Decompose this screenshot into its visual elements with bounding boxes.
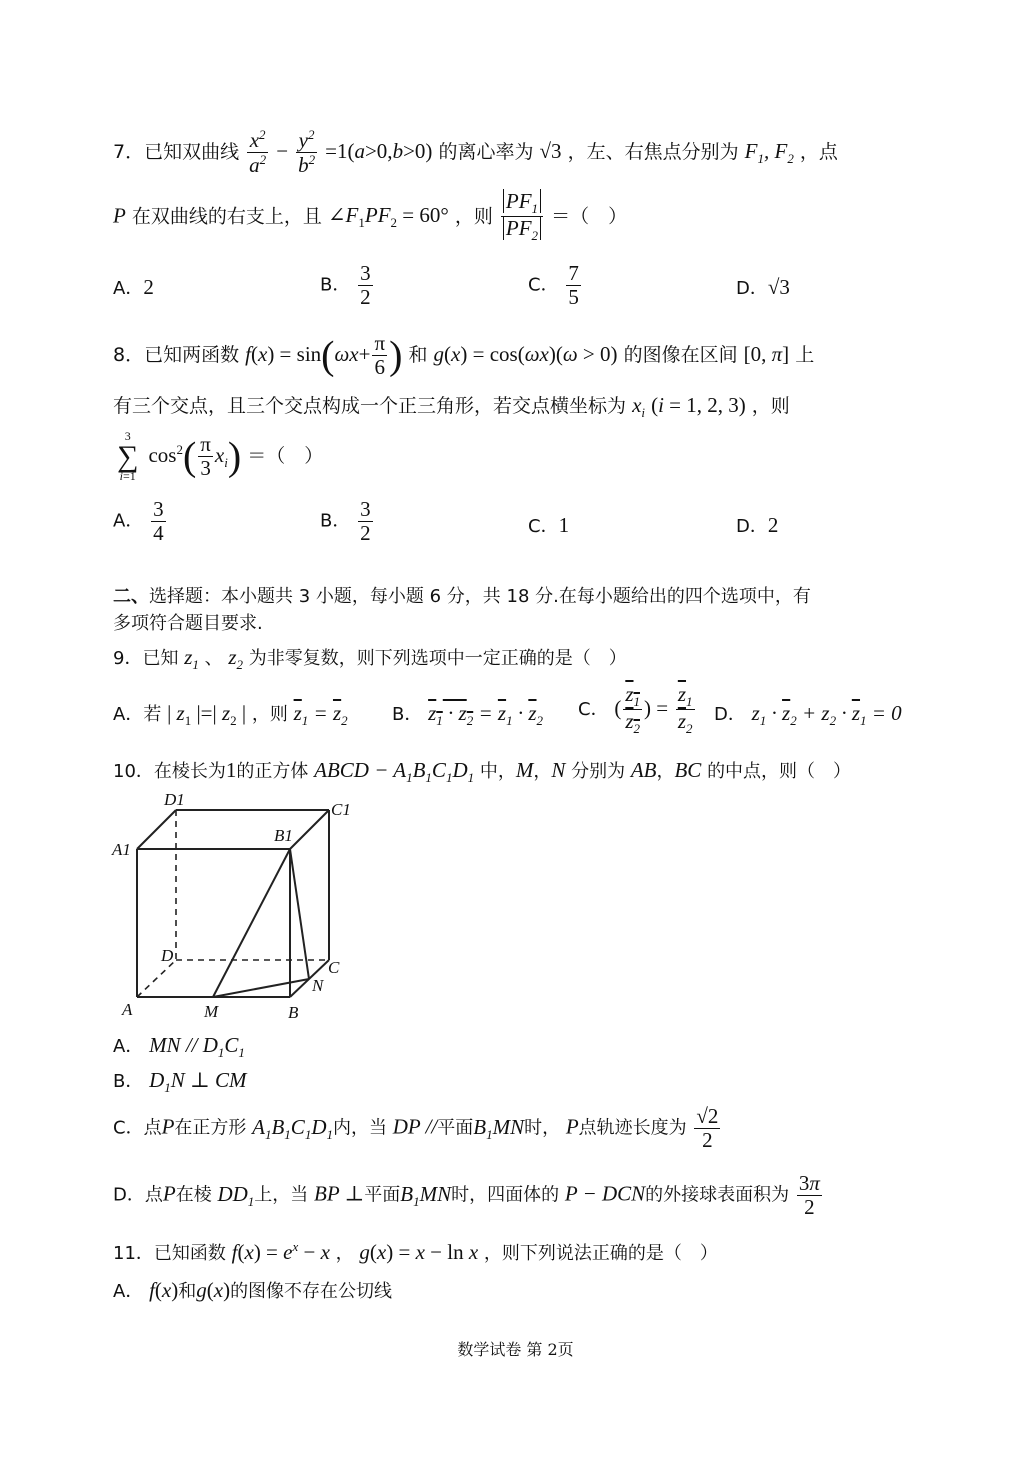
q9-option-c: C． ( $\frac{z_1}{z_2}$ ) = $\frac{\overline{z}_1}{\overline{z}_2}$ xyxy=(578,682,693,737)
page-footer: 数学试卷 第 2页 xyxy=(457,1340,574,1359)
label-d: D xyxy=(161,946,174,965)
q9-option-a: A．若 | $z_1$ |=| $z_2$ | ，则 $\overline{z}_1 = \overline{z}_2$ xyxy=(113,701,348,729)
q10-option-d: D．点P在棱 $DD_1$上，当 BP ⊥平面$B_1MN$时，四面体的 P − DCN的外接球表面积为 $\frac{3\pi}{2}$ xyxy=(113,1171,820,1220)
q10-option-a: A． MN // $D_1C_1$ xyxy=(113,1033,245,1061)
edge-a1d1 xyxy=(137,810,176,849)
q7-option-a: A．2 xyxy=(113,275,154,299)
section-2-heading: 二、选择题：本小题共 3 小题，每小题 6 分，共 18 分.在每小题给出的四个选项中，有 xyxy=(113,586,811,607)
q9-option-d: D． $z_1 \cdot \overline{z}_2 + z_2 \cdot \overline{z}_1 = 0$ xyxy=(714,701,902,729)
q10-stem: 10．在棱长为1的正方体 ABCD − $A_1B_1C_1D_1$ 中，M，N 分别为 AB，BC 的中点，则（ ） xyxy=(113,758,852,786)
q7-line-2: P 在双曲线的右支上，且 $\angle F_1PF_2 = 60^\circ$ ，则 $\frac{PF_1}{PF_2}$ ＝（ ） xyxy=(113,189,628,244)
q8-option-d: D．2 xyxy=(736,513,779,537)
label-d1: D1 xyxy=(164,790,185,809)
label-b: B xyxy=(288,1003,299,1022)
q10-option-b: B． $D_1N$ ⊥ CM xyxy=(113,1068,247,1096)
q11-stem: 11．已知函数 $f(x) = e^x - x$ ， g(x) = x − ln x ，则下列说法正确的是（ ） xyxy=(113,1239,718,1264)
q9-stem: 9．已知 $z_1$ 、 $z_2$ 为非零复数，则下列选项中一定正确的是（ ） xyxy=(113,645,627,673)
edge-b1c1 xyxy=(290,810,329,849)
q8-line-1: 8．已知两函数 f(x) = sin(ωx+ $\frac{\pi}{6}$ ) 和 g(x) = cos(ωx)(ω > 0) 的图像在区间 [0, π] 上 xyxy=(113,331,815,380)
q7-option-b: B． $\frac{3}{2}$ xyxy=(320,261,371,310)
label-a1: A1 xyxy=(112,840,131,859)
label-c: C xyxy=(328,958,340,977)
section-2-heading-cont: 多项符合题目要求. xyxy=(113,613,263,634)
q9-option-b: B． $z_1 \cdot z_2 = \overline{z}_1 \cdot \overline{z}_2$ xyxy=(392,701,544,729)
label-m: M xyxy=(204,1002,219,1021)
segment-mn xyxy=(213,979,309,997)
q8-option-c: C．1 xyxy=(528,513,570,537)
label-c1: C1 xyxy=(331,800,351,819)
label-n: N xyxy=(312,976,324,995)
q10-option-c: C．点P在正方形 $A_1B_1C_1D_1$内，当 DP //平面$B_1MN$时， P点轨迹长度为 $\frac{√2}{2}$ xyxy=(113,1104,719,1153)
q8-option-b: B． $\frac{3}{2}$ xyxy=(320,497,371,546)
q8-line-2: 有三个交点，且三个交点构成一个正三角形，若交点横坐标为 $x_i$ (i = 1, 2, 3) ，则 xyxy=(113,393,790,421)
cube-figure xyxy=(100,785,370,1025)
q8-line-3: 3 ∑ i=1 $\cos^2$( $\frac{\pi}{3}$ $x_i$) ＝（ ） xyxy=(117,429,324,484)
edge-ad-hidden xyxy=(137,960,176,997)
q7-option-c: C． $\frac{7}{5}$ xyxy=(528,261,579,310)
label-b1: B1 xyxy=(274,826,293,845)
q11-option-a: A． f(x)和g(x)的图像不存在公切线 xyxy=(113,1278,393,1302)
label-a: A xyxy=(122,1000,133,1019)
q7-line-1: 7．已知双曲线 $\frac{x^2}{a^2}$ − $\frac{y^2}{b^2}$ =1(a>0,b>0) 的离心率为 √3 ，左、右焦点分别为 $F_1$, $F_2$ ，点 xyxy=(113,127,838,178)
q7-option-d: D．√3 xyxy=(736,275,790,299)
segment-b1m xyxy=(213,849,290,997)
q8-option-a: A． $\frac{3}{4}$ xyxy=(113,497,164,546)
